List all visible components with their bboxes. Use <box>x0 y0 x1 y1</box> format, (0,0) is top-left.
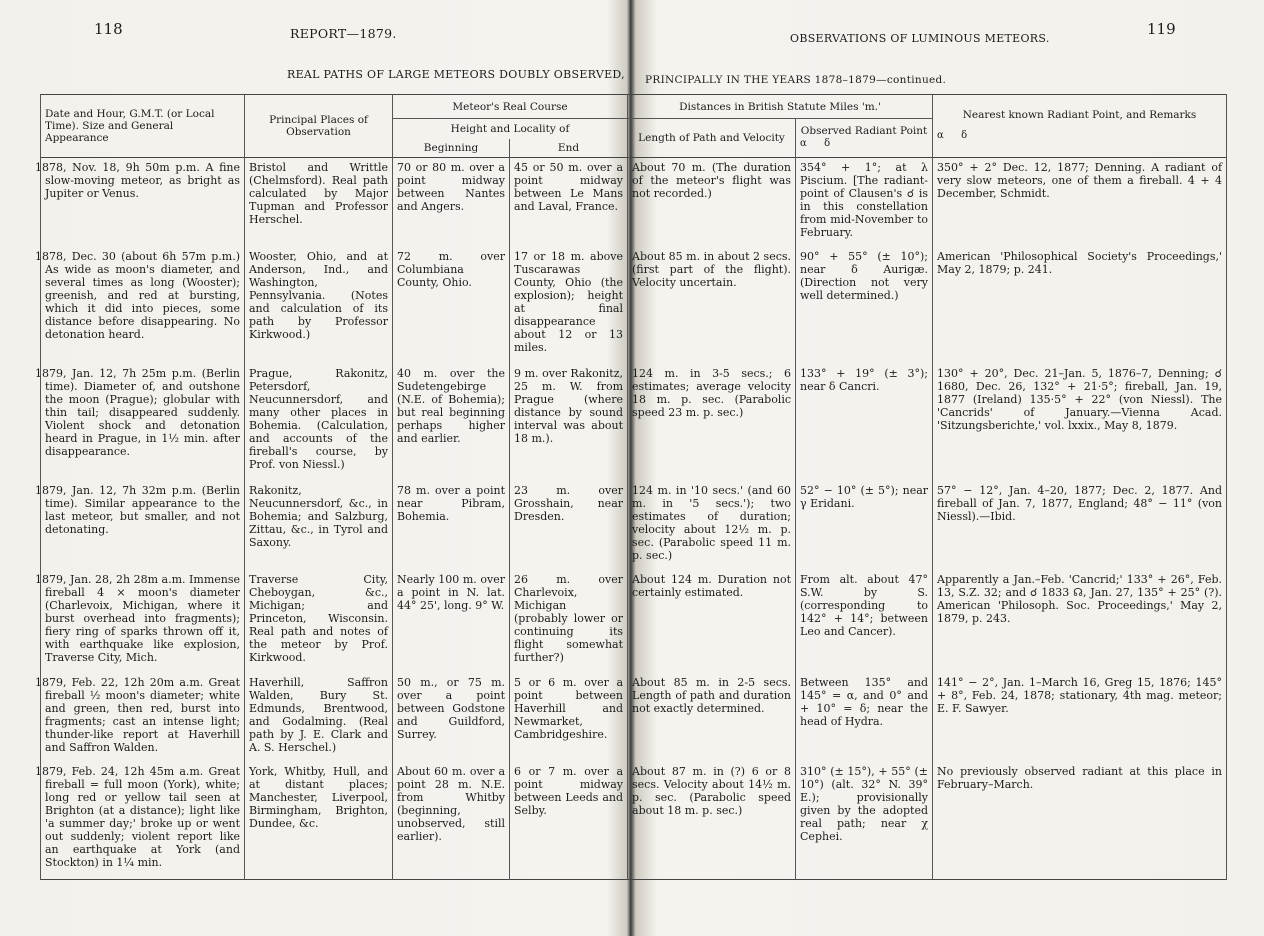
header-nearest-label: Nearest known Radiant Point, and Remarks <box>962 109 1197 122</box>
cell-remarks: 57° − 12°, Jan. 4–20, 1877; Dec. 2, 1877. And fireball of Jan. 7, 1877, England; 48° − 11° (von Niessl).—Ibid. <box>933 481 1227 570</box>
header-date: Date and Hour, G.M.T. (or Local Time). Size and General Appearance <box>41 95 245 158</box>
right-page-number: 119 <box>1147 20 1176 38</box>
cell-beginning: 40 m. over the Sudetengebirge (N.E. of Bohemia); but real beginning perhaps higher and earlier. <box>393 364 510 481</box>
nearest-delta: δ <box>961 130 968 142</box>
header-radiant <box>796 119 933 158</box>
cell-date: 1879, Feb. 24, 12h 45m a.m. Great fireball = full moon (York), white; long red or yellow tail seen at Brighton (at a distance); light like 'a summer day;' broke up or went out suddenly; violent report like an earthquake at York (and Stockton) in 1¼ min. <box>41 762 245 879</box>
header-end: End <box>510 139 628 158</box>
cell-beginning: 70 or 80 m. over a point midway between Nantes and Angers. <box>393 157 510 247</box>
cell-places: Traverse City, Cheboygan, &c., Michigan; and Princeton, Wisconsin. Real path and notes of the meteor by Prof. Kirkwood. <box>245 570 393 673</box>
meteor-paths-table <box>35 94 1227 880</box>
left-page-number: 118 <box>94 20 123 38</box>
cell-length: 124 m. in 3-5 secs.; 6 estimates; average velocity 18 m. p. sec. (Parabolic speed 23 m. p. sec.) <box>628 364 796 481</box>
table-row <box>41 481 1227 570</box>
cell-radiant: 52° − 10° (± 5°); near γ Eridani. <box>796 481 933 570</box>
header-real-course: Meteor's Real Course <box>393 95 628 119</box>
cell-date: 1878, Dec. 30 (about 6h 57m p.m.) As wide as moon's diameter, and several times as long (Wooster); greenish, and red at bursting, which it did into pieces, some distance before disappearing. No detonation heard. <box>41 247 245 364</box>
right-running-head: OBSERVATIONS OF LUMINOUS METEORS. <box>790 32 1050 45</box>
cell-length: About 85 m. in 2-5 secs. Length of path and duration not exactly determined. <box>628 673 796 762</box>
header-nearest <box>933 95 1227 158</box>
cell-length: About 124 m. Duration not certainly estimated. <box>628 570 796 673</box>
left-running-head: REPORT—1879. <box>290 26 397 41</box>
cell-end: 23 m. over Grosshain, near Dresden. <box>510 481 628 570</box>
table-row <box>41 762 1227 879</box>
radiant-alpha: α <box>800 138 807 150</box>
cell-end: 26 m. over Charlevoix, Michigan (probably lower or continuing its flight somewhat further?) <box>510 570 628 673</box>
cell-length: About 87 m. in (?) 6 or 8 secs. Velocity about 14½ m. p. sec. (Parabolic speed about 18 m. p. sec.) <box>628 762 796 879</box>
right-table-title: PRINCIPALLY IN THE YEARS 1878–1879—continued. <box>645 74 947 86</box>
table-row <box>41 364 1227 481</box>
header-height-locality: Height and Locality of <box>393 119 628 139</box>
cell-radiant: 354° + 1°; at λ Piscium. [The radiant-point of Clausen's ☌ is in this constellation from mid-November to February. <box>796 157 933 247</box>
cell-beginning: 72 m. over Columbiana County, Ohio. <box>393 247 510 364</box>
cell-date: 1879, Feb. 22, 12h 20m a.m. Great fireball ½ moon's diameter; white and green, then red, burst into fragments; cast an intense light; thunder-like report at Haverhill and Saffron Walden. <box>41 673 245 762</box>
cell-places: York, Whitby, Hull, and at distant places; Manchester, Liverpool, Birmingham, Brighton, Dundee, &c. <box>245 762 393 879</box>
cell-beginning: About 60 m. over a point 28 m. N.E. from Whitby (beginning, unobserved, still earlier). <box>393 762 510 879</box>
cell-beginning: 50 m., or 75 m. over a point between Godstone and Guildford, Surrey. <box>393 673 510 762</box>
cell-radiant: From alt. about 47° S.W. by S. (corresponding to 142° + 14°; between Leo and Cancer). <box>796 570 933 673</box>
cell-radiant: 310° (± 15°), + 55° (± 10°) (alt. 32° N. 39° E.); provisionally given by the adopted real path; near χ Cephei. <box>796 762 933 879</box>
cell-beginning: Nearly 100 m. over a point in N. lat. 44° 25', long. 9° W. <box>393 570 510 673</box>
cell-date: 1879, Jan. 12, 7h 32m p.m. (Berlin time). Similar appearance to the last meteor, but smaller, and not detonating. <box>41 481 245 570</box>
header-length-velocity: Length of Path and Velocity <box>628 119 796 158</box>
cell-remarks: 141° − 2°, Jan. 1–March 16, Greg 15, 1876; 145° + 8°, Feb. 24, 1878; stationary, 4th mag. meteor; E. F. Sawyer. <box>933 673 1227 762</box>
cell-end: 5 or 6 m. over a point between Haverhill and Newmarket, Cambridgeshire. <box>510 673 628 762</box>
cell-length: About 85 m. in about 2 secs. (first part of the flight). Velocity uncertain. <box>628 247 796 364</box>
cell-radiant: 133° + 19° (± 3°); near δ Cancri. <box>796 364 933 481</box>
cell-remarks: 350° + 2° Dec. 12, 1877; Denning. A radiant of very slow meteors, one of them a fireball. 4 + 4 December, Schmidt. <box>933 157 1227 247</box>
cell-places: Rakonitz, Neucunnersdorf, &c., in Bohemia; and Salzburg, Zittau, &c., in Tyrol and Saxony. <box>245 481 393 570</box>
radiant-delta: δ <box>824 138 831 150</box>
cell-places: Haverhill, Saffron Walden, Bury St. Edmunds, Brentwood, and Godalming. (Real path by J. E. Clark and A. S. Herschel.) <box>245 673 393 762</box>
cell-date: 1879, Jan. 28, 2h 28m a.m. Immense fireball 4 × moon's diameter (Charlevoix, Michigan, where it burst overhead into fragments); fiery ring of sparks thrown off it, with earthquake like explosion, Traverse City, Mich. <box>41 570 245 673</box>
table-row <box>41 673 1227 762</box>
cell-date: 1879, Jan. 12, 7h 25m p.m. (Berlin time). Diameter of, and outshone the moon (Prague); globular with thin tail; disappeared suddenly. Violent shock and detonation heard in Prague, in 1½ min. after disappearance. <box>41 364 245 481</box>
cell-beginning: 78 m. over a point near Pibram, Bohemia. <box>393 481 510 570</box>
cell-remarks: 130° + 20°, Dec. 21–Jan. 5, 1876–7, Denning; ☌ 1680, Dec. 26, 132° + 21·5°; fireball, Jan. 19, 1877 (Ireland) 135·5° + 22° (von Niessl). The 'Cancrids' of January.—Vienna Acad. 'Sitzungsberichte,' vol. lxxix., May 8, 1879. <box>933 364 1227 481</box>
header-radiant-label: Observed Radiant Point <box>800 125 928 138</box>
cell-radiant: 90° + 55° (± 10°); near δ Aurigæ. (Direction not very well determined.) <box>796 247 933 364</box>
table-row <box>41 247 1227 364</box>
cell-end: 17 or 18 m. above Tuscarawas County, Ohio (the explosion); height at final disappearance about 12 or 13 miles. <box>510 247 628 364</box>
cell-date: 1878, Nov. 18, 9h 50m p.m. A fine slow-moving meteor, as bright as Jupiter or Venus. <box>41 157 245 247</box>
header-beginning: Beginning <box>393 139 510 158</box>
cell-places: Prague, Rakonitz, Petersdorf, Neucunnersdorf, and many other places in Bohemia. (Calculation, and accounts of the fireball's course, by Prof. von Niessl.) <box>245 364 393 481</box>
table-row <box>41 570 1227 673</box>
table-row <box>41 157 1227 247</box>
header-places: Principal Places of Observation <box>245 95 393 158</box>
left-table-title: REAL PATHS OF LARGE METEORS DOUBLY OBSERVED, <box>287 68 625 81</box>
cell-remarks: No previously observed radiant at this place in February–March. <box>933 762 1227 879</box>
cell-length: About 70 m. (The duration of the meteor's flight was not recorded.) <box>628 157 796 247</box>
nearest-alpha: α <box>937 130 944 142</box>
header-distances: Distances in British Statute Miles 'm.' <box>628 95 933 119</box>
cell-end: 45 or 50 m. over a point midway between Le Mans and Laval, France. <box>510 157 628 247</box>
cell-end: 9 m. over Rakonitz, 25 m. W. from Prague (where distance by sound interval was about 18 m.). <box>510 364 628 481</box>
cell-length: 124 m. in '10 secs.' (and 60 m. in '5 secs.'); two estimates of duration; velocity about 12½ m. p. sec. (Parabolic speed 11 m. p. sec.) <box>628 481 796 570</box>
cell-remarks: American 'Philosophical Society's Proceedings,' May 2, 1879; p. 241. <box>933 247 1227 364</box>
cell-places: Wooster, Ohio, and at Anderson, Ind., and Washington, Pennsylvania. (Notes and calculation of its path by Professor Kirkwood.) <box>245 247 393 364</box>
table-header <box>41 95 1227 158</box>
cell-places: Bristol and Writtle (Chelmsford). Real path calculated by Major Tupman and Professor Herschel. <box>245 157 393 247</box>
cell-end: 6 or 7 m. over a point midway between Leeds and Selby. <box>510 762 628 879</box>
cell-radiant: Between 135° and 145° = α, and 0° and + 10° = δ; near the head of Hydra. <box>796 673 933 762</box>
cell-remarks: Apparently a Jan.–Feb. 'Cancrid;' 133° + 26°, Feb. 13, S.Z. 32; and ☌ 1833 ☊, Jan. 27, 135° + 25° (?). American 'Philosoph. Soc. Proceedings,' May 2, 1879, p. 243. <box>933 570 1227 673</box>
